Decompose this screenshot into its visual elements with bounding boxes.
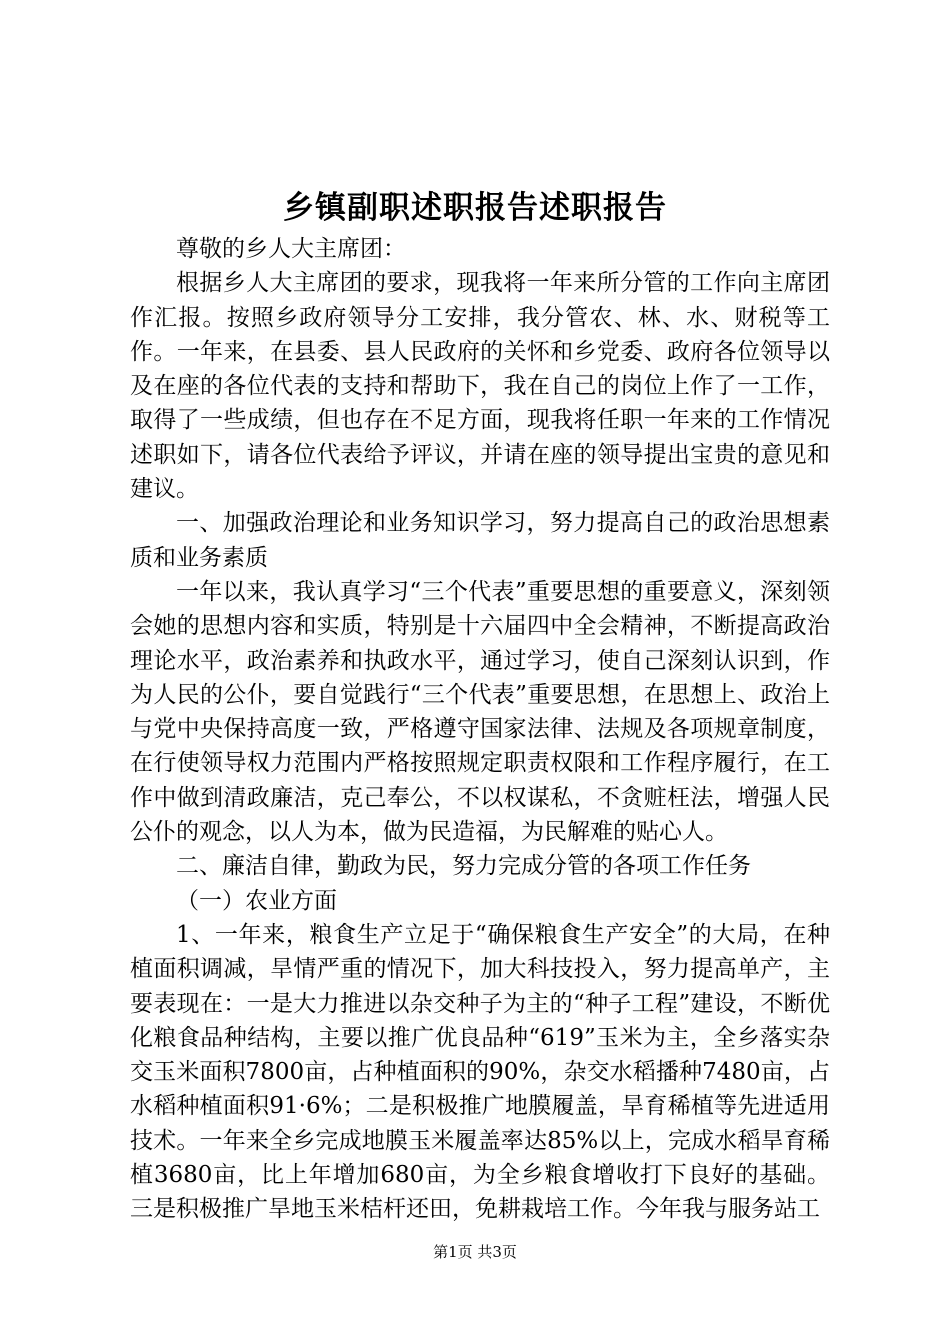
salutation: 尊敬的乡人大主席团：	[176, 236, 406, 262]
section-1-paragraph: 一年以来，我认真学习“三个代表”重要思想的重要意义，深刻领会她的思想内容和实质，特别是十六届四中全会精神，不断提高政治理论水平，政治素养和执政水平，通过学习，使自己深刻认识到，作为人民的公仆，要自觉践行“三个代表”重要思想，在思想上、政治上与党中央保持高度一致，严格遵守国家法律、法规及各项规章制度，在行使领导权力范围内严格按照规定职责权限和工作程序履行，在工作中做到清政廉洁，克己奉公，不以权谋私，不贪赃枉法，增强人民公仆的观念，以人为本，做为民造福，为民解难的贴心人。	[130, 578, 830, 846]
document-body	[130, 232, 830, 1227]
intro-paragraph: 根据乡人大主席团的要求，现我将一年来所分管的工作向主席团作汇报。按照乡政府领导分工安排，我分管农、林、水、财税等工作。一年来，在县委、县人民政府的关怀和乡党委、政府各位领导以及在座的各位代表的支持和帮助下，我在自己的岗位上作了一工作，取得了一些成绩，但也存在不足方面，现我将任职一年来的工作情况述职如下，请各位代表给予评议，并请在座的领导提出宝贵的意见和建议。	[130, 270, 830, 503]
page-footer: 第1页 共3页	[433, 1243, 517, 1261]
subsection-heading-agriculture: （一）农业方面	[176, 887, 337, 914]
section-heading-1: 一、加强政治理论和业务知识学习，努力提高自己的政治思想素质和业务素质	[130, 510, 830, 571]
agriculture-paragraph: 1、一年来，粮食生产立足于“确保粮食生产安全”的大局，在种植面积调减，旱情严重的情况下，加大科技投入，努力提高单产，主要表现在：一是大力推进以杂交种子为主的“种子工程”建设，不断优化粮食品种结构，主要以推广优良品种“619”玉米为主，全乡落实杂交玉米面积7800亩，占种植面积的90%，杂交水稻播种7480亩，占水稻种植面积91·6%；二是积极推广地膜履盖，旱育稀植等先进适用技术。一年来全乡完成地膜玉米履盖率达85%以上，完成水稻旱育稀植3680亩，比上年增加680亩，为全乡粮食增收打下良好的基础。三是积极推广旱地玉米桔杆还田，免耕栽培工作。今年我与服务站工	[130, 921, 830, 1223]
document-title: 乡镇副职述职报告述职报告	[283, 190, 667, 226]
section-heading-2: 二、廉洁自律，勤政为民，努力完成分管的各项工作任务	[176, 853, 751, 880]
